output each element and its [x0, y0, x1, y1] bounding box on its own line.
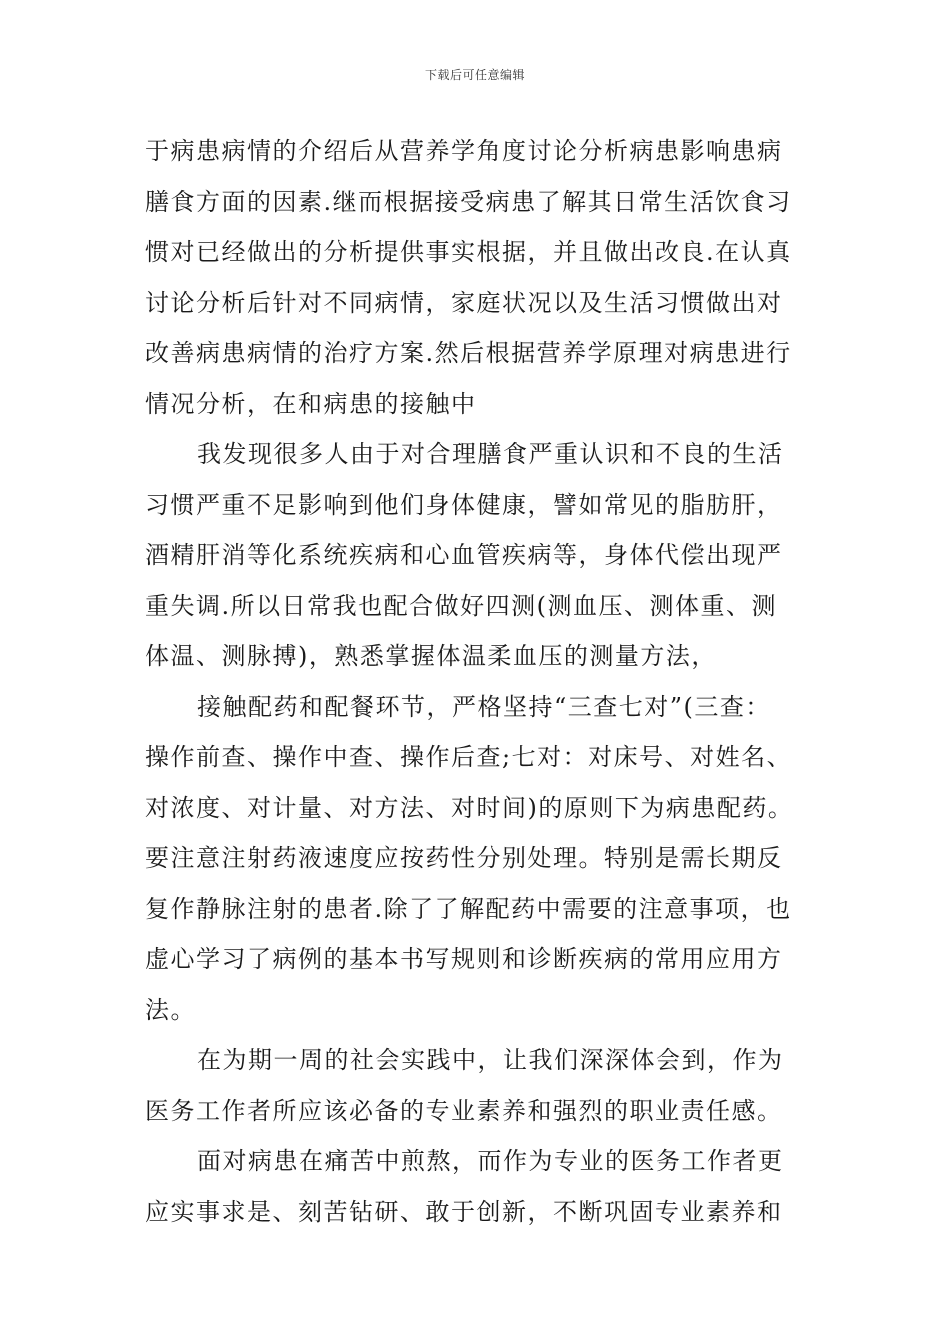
text-line: 对浓度、对计量、对方法、对时间)的原则下为病患配药。	[145, 793, 794, 822]
paragraph-5	[145, 1136, 809, 1237]
text-line: 我发现很多人由于对合理膳食严重认识和不良的生活	[197, 440, 784, 468]
text-line: 接触配药和配餐环节，严格坚持“三查七对”(三查：	[197, 692, 771, 721]
text-line: 膳食方面的因素.继而根据接受病患了解其日常生活饮食习	[145, 187, 792, 216]
text-line: 惯对已经做出的分析提供事实根据，并且做出改良.在认真	[145, 238, 792, 266]
text-line: 法。	[145, 995, 196, 1024]
text-line: 重失调.所以日常我也配合做好四测(测血压、测体重、测	[145, 591, 777, 620]
text-line: 操作前查、操作中查、操作后查;七对：对床号、对姓名、	[145, 743, 793, 771]
page-header: 下载后可任意编辑	[424, 68, 525, 82]
text-line: 虚心学习了病例的基本书写规则和诊断疾病的常用应用方	[145, 945, 783, 973]
body-text	[145, 126, 809, 1237]
paragraph-3	[145, 682, 809, 1036]
text-line: 改善病患病情的治疗方案.然后根据营养学原理对病患进行	[145, 339, 792, 367]
text-line: 面对病患在痛苦中煎熬，而作为专业的医务工作者更	[197, 1147, 784, 1175]
text-line: 要注意注射药液速度应按药性分别处理。特别是需长期反	[145, 844, 783, 872]
text-line: 于病患病情的介绍后从营养学角度讨论分析病患影响患病	[145, 137, 783, 165]
text-line: 酒精肝消等化系统疾病和心血管疾病等，身体代偿出现严	[145, 541, 783, 569]
text-line: 复作静脉注射的患者.除了了解配药中需要的注意事项，也	[145, 894, 792, 923]
text-line: 情况分析，在和病患的接触中	[145, 389, 477, 418]
text-line: 在为期一周的社会实践中，让我们深深体会到，作为	[197, 1046, 784, 1074]
text-line: 习惯严重不足影响到他们身体健康，譬如常见的脂肪肝，	[145, 490, 783, 519]
text-line: 讨论分析后针对不同病情，家庭状况以及生活习惯做出对	[145, 288, 783, 317]
paragraph-2	[145, 429, 809, 682]
text-line: 医务工作者所应该必备的专业素养和强烈的职业责任感。	[145, 1096, 783, 1125]
paragraph-1	[145, 126, 809, 429]
text-line: 应实事求是、刻苦钻研、敢于创新，不断巩固专业素养和	[145, 1197, 783, 1226]
text-line: 体温、测脉搏)，熟悉掌握体温柔血压的测量方法，	[145, 642, 717, 670]
paragraph-4	[145, 1035, 809, 1136]
